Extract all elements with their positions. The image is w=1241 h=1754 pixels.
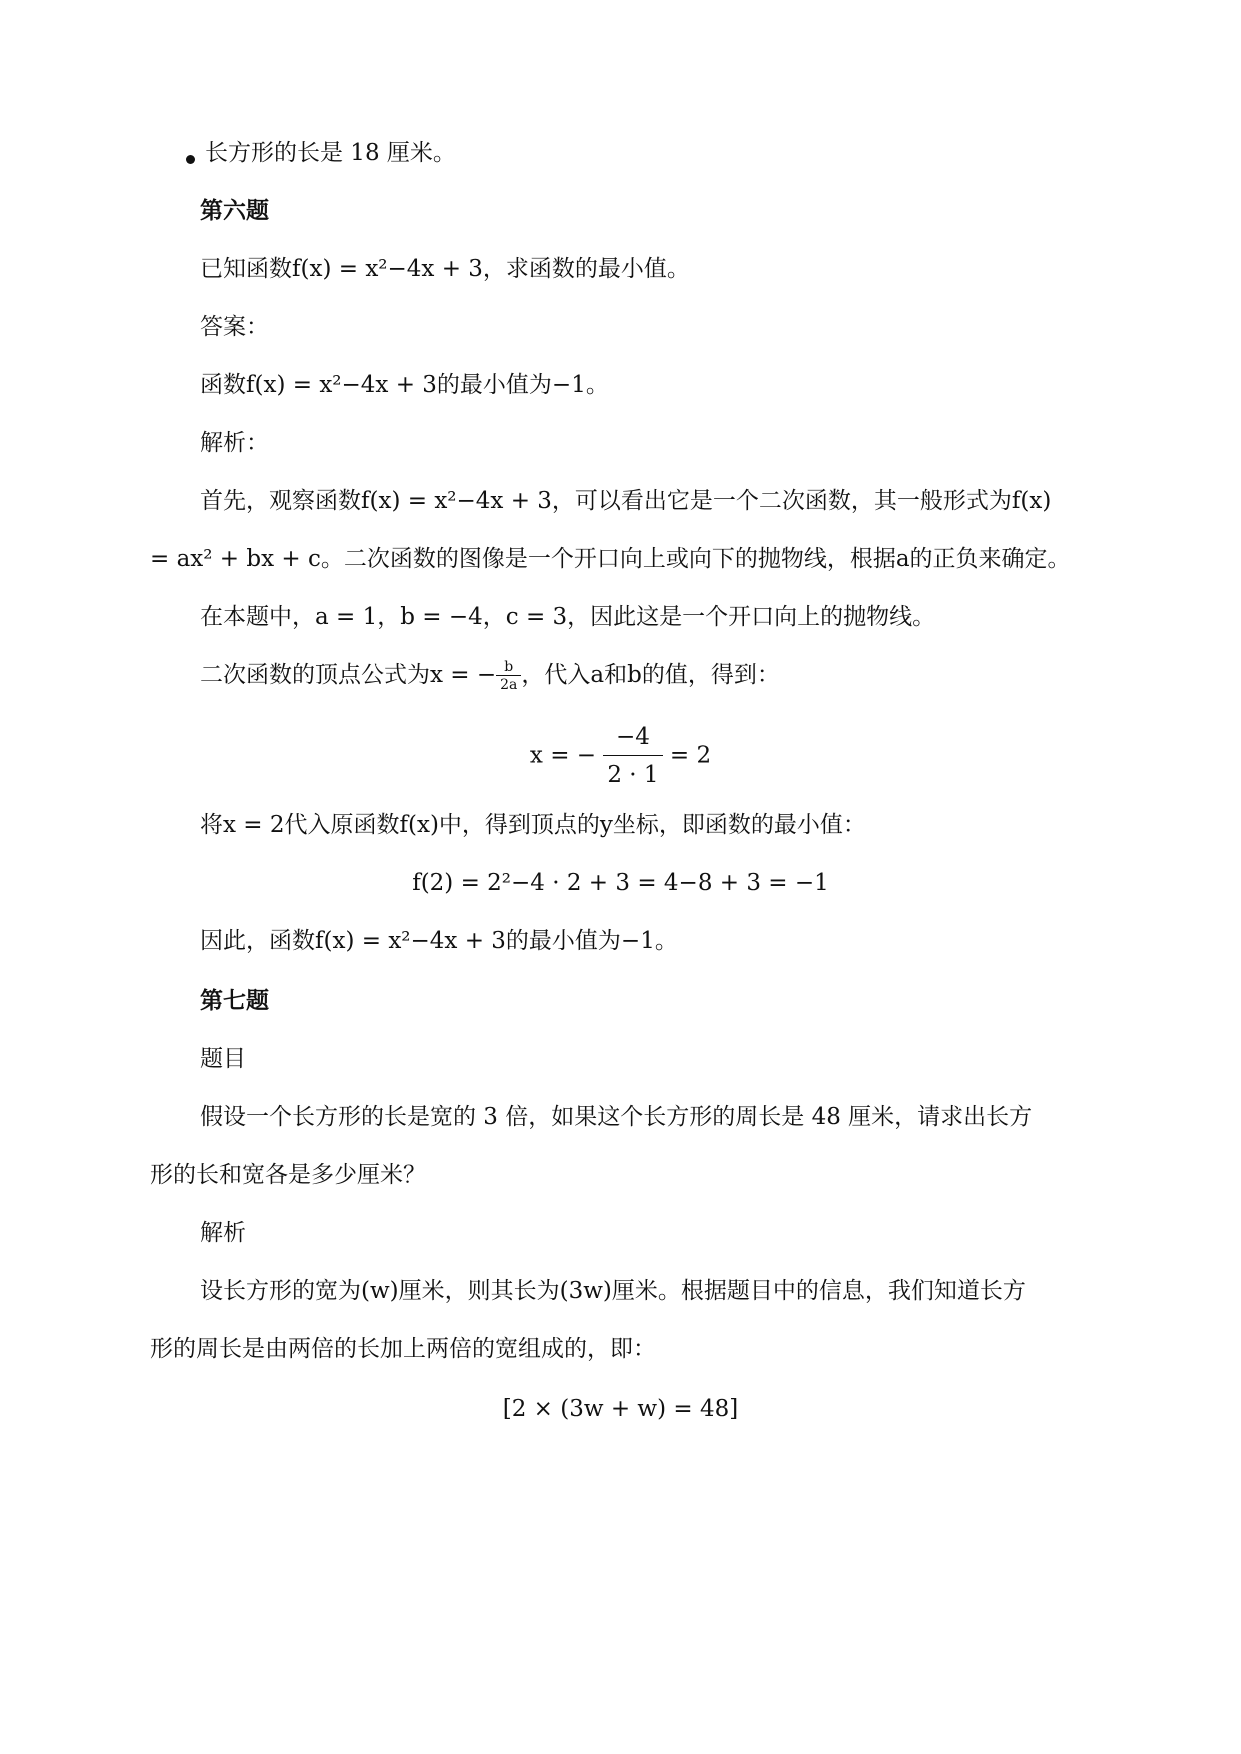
coefficients-paragraph: 在本题中，a = 1，b = −4，c = 3，因此这是一个开口向上的抛物线。 <box>200 604 936 630</box>
vertex-fraction <box>496 660 521 692</box>
question-6-title: 第六题 <box>200 197 269 224</box>
equation-vertex-x <box>0 726 1241 787</box>
vertex-formula-suffix: ，代入a和b的值，得到： <box>521 662 780 688</box>
question-6-prompt: 已知函数f(x) = x²−4x + 3，求函数的最小值。 <box>200 256 690 282</box>
answer-text: 函数f(x) = x²−4x + 3的最小值为−1。 <box>200 372 609 398</box>
vertex-fraction-numerator: b <box>496 660 521 676</box>
question-7-text-line: 形的长和宽各是多少厘米？ <box>150 1162 426 1188</box>
analysis-label: 解析： <box>200 430 269 456</box>
vertex-formula-prefix: 二次函数的顶点公式为x = − <box>200 662 497 688</box>
analysis-label-2: 解析 <box>200 1220 246 1246</box>
equation-vertex-x-prefix: x = − <box>529 742 597 769</box>
bullet-icon <box>186 155 195 164</box>
equation-perimeter: [2 × (3w + w) = 48] <box>502 1396 739 1422</box>
equation-vertex-x-fraction <box>603 726 662 787</box>
equation-vertex-x-numerator: −4 <box>603 726 662 756</box>
equation-vertex-x-denominator: 2 · 1 <box>607 762 659 788</box>
question-7-text-line: 假设一个长方形的长是宽的 3 倍，如果这个长方形的周长是 48 厘米，请求出长方 <box>200 1104 1033 1130</box>
answer-label: 答案： <box>200 314 269 340</box>
equation-f2: f(2) = 2²−4 · 2 + 3 = 4−8 + 3 = −1 <box>412 870 829 896</box>
question-7-title: 第七题 <box>200 987 269 1014</box>
question-7-label: 题目 <box>200 1046 246 1072</box>
bullet-item-text: 长方形的长是 18 厘米。 <box>205 140 456 166</box>
conclusion-text: 因此，函数f(x) = x²−4x + 3的最小值为−1。 <box>200 928 678 954</box>
analysis-2-line: 形的周长是由两倍的长加上两倍的宽组成的，即： <box>150 1336 656 1362</box>
analysis-paragraph-line: = ax² + bx + c。二次函数的图像是一个开口向上或向下的抛物线，根据a的正负来确定。 <box>150 546 1071 572</box>
vertex-fraction-denominator: 2a <box>500 677 518 693</box>
equation-vertex-x-suffix: = 2 <box>669 742 712 769</box>
analysis-paragraph-line: 首先，观察函数f(x) = x²−4x + 3，可以看出它是一个二次函数，其一般形式为f(x) <box>200 488 1052 514</box>
analysis-2-line: 设长方形的宽为(w)厘米，则其长为(3w)厘米。根据题目中的信息，我们知道长方 <box>200 1278 1026 1304</box>
vertex-formula-line <box>200 660 780 692</box>
substitute-text: 将x = 2代入原函数f(x)中，得到顶点的y坐标，即函数的最小值： <box>200 812 866 838</box>
